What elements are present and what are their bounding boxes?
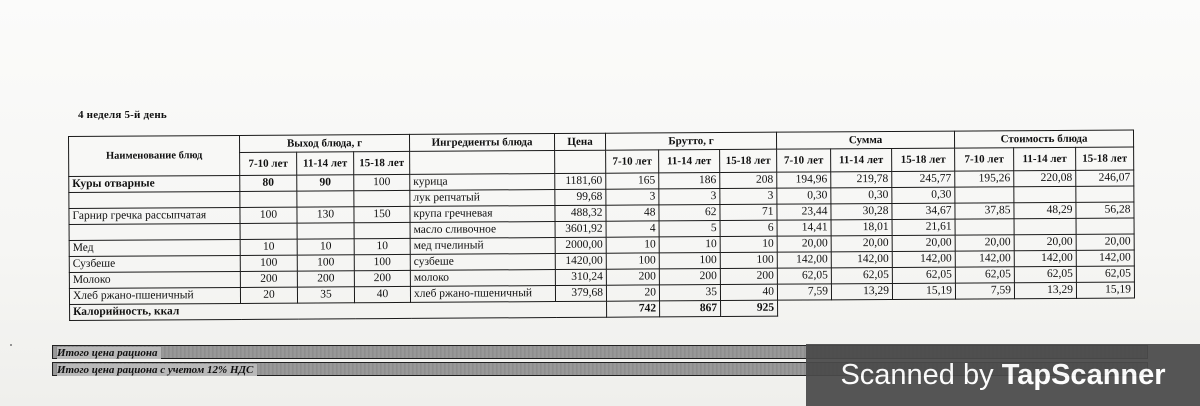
page-heading: 4 неделя 5-й день [78,109,167,121]
brutto-cell: 3 [720,188,777,204]
yield-cell: 100 [240,255,297,271]
sum-cell: 62,05 [831,267,892,283]
brutto-cell: 71 [720,204,777,220]
cost-cell: 62,05 [955,267,1014,283]
yield-cell: 10 [297,239,354,255]
sum-cell: 20,00 [831,235,892,251]
sum-cell: 0,30 [831,187,892,203]
yield-age-2: 11-14 лет [297,152,354,175]
brutto-cell: 35 [659,285,720,301]
cost-cell: 195,26 [955,171,1014,187]
price-cell: 3601,92 [555,221,606,237]
brutto-cell: 100 [720,252,777,268]
yield-cell: 40 [354,286,410,302]
cost-cell: 56,28 [1076,202,1134,218]
brutto-cell: 186 [659,173,720,189]
dish-name: Куры отварные [69,175,240,192]
yield-cell: 100 [354,174,410,190]
cost-cell: 20,00 [955,235,1014,251]
brutto-cell: 6 [720,220,777,236]
yield-age-3: 15-18 лет [354,151,410,174]
brutto-cell: 40 [720,284,777,300]
cost-cell [955,187,1014,203]
header-price: Цена [554,133,605,150]
scan-speck [10,344,12,346]
ingredient-name: сузбеше [410,254,555,271]
brutto-age-3: 15-18 лет [720,149,777,172]
sum-age-3: 15-18 лет [892,148,955,171]
brutto-cell: 10 [606,237,659,253]
cost-cell: 7,59 [955,283,1014,299]
cost-cell [1076,186,1134,202]
brutto-cell: 48 [606,205,659,221]
yield-cell: 20 [240,287,297,303]
dish-name [69,223,240,240]
brutto-cell: 208 [720,172,777,188]
yield-cell: 35 [297,287,354,303]
sum-age-2: 11-14 лет [831,148,892,171]
sum-cell: 0,30 [777,188,831,204]
yield-cell: 10 [354,238,410,254]
yield-cell [297,223,354,239]
ingredient-name: молоко [410,270,555,287]
yield-cell [354,190,410,206]
dish-name [69,191,240,208]
cost-cell: 48,29 [1014,202,1076,218]
header-brutto: Брутто, г [605,132,776,150]
ingredient-name: хлеб ржано-пшеничный [410,286,555,303]
sum-cell: 0,30 [892,187,955,203]
yield-cell [240,223,297,239]
brutto-cell: 165 [606,173,659,189]
sum-cell: 30,28 [831,203,892,219]
yield-cell: 200 [354,270,410,286]
sum-cell: 62,05 [892,267,955,283]
calories-cell: 742 [607,301,660,317]
brutto-cell: 5 [659,221,720,237]
price-blank [555,150,606,173]
yield-age-1: 7-10 лет [240,152,297,175]
brutto-cell: 3 [659,189,720,205]
brutto-cell: 20 [606,285,659,301]
cost-cell: 142,00 [1076,250,1134,266]
cost-cell [1014,218,1076,234]
brutto-cell: 100 [659,253,720,269]
price-cell: 1420,00 [555,253,606,269]
ingredients-blank [410,151,555,175]
cost-cell: 62,05 [1014,266,1076,282]
watermark-prefix: Scanned by [840,359,1002,391]
yield-cell: 90 [297,175,354,191]
yield-cell: 80 [240,175,297,191]
scanner-watermark [806,344,1200,406]
cost-cell: 15,19 [1076,282,1134,298]
sum-cell: 14,41 [777,220,831,236]
sum-cell: 194,96 [777,172,831,188]
brutto-cell: 200 [720,268,777,284]
ration-total-vat-label: Итого цена рациона с учетом 12% НДС [57,364,257,376]
brutto-cell: 200 [606,269,659,285]
ingredient-name: лук репчатый [410,190,555,207]
sum-cell: 18,01 [831,219,892,235]
calories-cell: 925 [721,300,778,316]
brutto-cell: 100 [606,253,659,269]
cost-cell: 13,29 [1014,282,1076,298]
yield-cell [240,191,297,207]
brutto-age-2: 11-14 лет [659,150,720,173]
yield-cell: 200 [240,271,297,287]
yield-cell: 130 [297,207,354,223]
sum-cell: 15,19 [892,283,955,299]
sum-cell: 142,00 [831,251,892,267]
sum-cell: 21,61 [892,219,955,235]
sum-cell: 13,29 [831,283,892,299]
yield-cell: 150 [354,206,410,222]
header-cost: Стоимость блюда [954,130,1133,148]
ingredient-name: крупа гречневая [410,206,555,223]
price-cell: 1181,60 [555,173,606,189]
dish-name: Хлеб ржано-пшеничный [69,287,240,304]
sum-cell: 219,78 [831,171,892,187]
cost-cell: 62,05 [1076,266,1134,282]
calories-label: Калорийность, ккал [70,301,607,320]
cost-cell: 37,85 [955,203,1014,219]
sum-cell: 20,00 [777,236,831,252]
dish-name: Гарнир гречка рассыпчатая [69,207,240,224]
watermark-brand: TapScanner [1001,359,1166,391]
yield-cell: 10 [240,239,297,255]
brutto-cell: 200 [659,269,720,285]
sum-cell: 20,00 [892,235,955,251]
sum-cell: 245,77 [892,171,955,187]
cost-cell: 20,00 [1014,234,1076,250]
ingredient-name: курица [410,174,555,191]
sum-cell: 34,67 [892,203,955,219]
sum-cell: 142,00 [892,251,955,267]
cost-cell: 20,00 [1076,234,1134,250]
price-cell: 379,68 [555,285,606,301]
cost-cell: 142,00 [955,251,1014,267]
cost-cell: 220,08 [1014,170,1076,186]
header-ingredients: Ингредиенты блюда [409,134,554,152]
ingredient-name: мед пчелиный [410,238,555,255]
ingredient-name: масло сливочное [410,222,555,239]
brutto-cell: 10 [720,236,777,252]
yield-cell: 200 [297,271,354,287]
yield-cell: 100 [297,255,354,271]
yield-cell [297,191,354,207]
calories-cell: 867 [660,301,721,317]
price-cell: 99,68 [555,189,606,205]
cost-cell [955,219,1014,235]
sum-cell: 7,59 [777,284,831,300]
header-dish-name: Наименование блюд [69,135,240,176]
price-cell: 488,32 [555,205,606,221]
calories-blank [778,298,1135,316]
cost-cell: 142,00 [1014,250,1076,266]
sum-cell: 142,00 [777,252,831,268]
yield-cell [354,222,410,238]
brutto-cell: 62 [659,205,720,221]
brutto-cell: 4 [606,221,659,237]
header-yield: Выход блюда, г [239,134,409,152]
sum-age-1: 7-10 лет [777,149,831,172]
cost-age-2: 11-14 лет [1014,147,1076,170]
yield-cell: 100 [354,254,410,270]
price-cell: 2000,00 [555,237,606,253]
sum-cell: 62,05 [777,268,831,284]
cost-cell [1076,218,1134,234]
price-cell: 310,24 [555,269,606,285]
brutto-cell: 10 [659,237,720,253]
cost-cell: 246,07 [1076,170,1134,186]
yield-cell: 100 [240,207,297,223]
header-sum: Сумма [776,131,954,149]
cost-cell [1014,186,1076,202]
cost-age-1: 7-10 лет [955,148,1014,171]
dish-name: Молоко [69,271,240,288]
dish-name: Мед [69,239,240,256]
dish-name: Сузбеше [69,255,240,272]
brutto-cell: 3 [606,189,659,205]
sum-cell: 23,44 [777,204,831,220]
cost-age-3: 15-18 лет [1076,147,1134,170]
brutto-age-1: 7-10 лет [606,150,659,173]
menu-cost-table [68,129,1135,321]
ration-total-label: Итого цена рациона [57,347,161,359]
